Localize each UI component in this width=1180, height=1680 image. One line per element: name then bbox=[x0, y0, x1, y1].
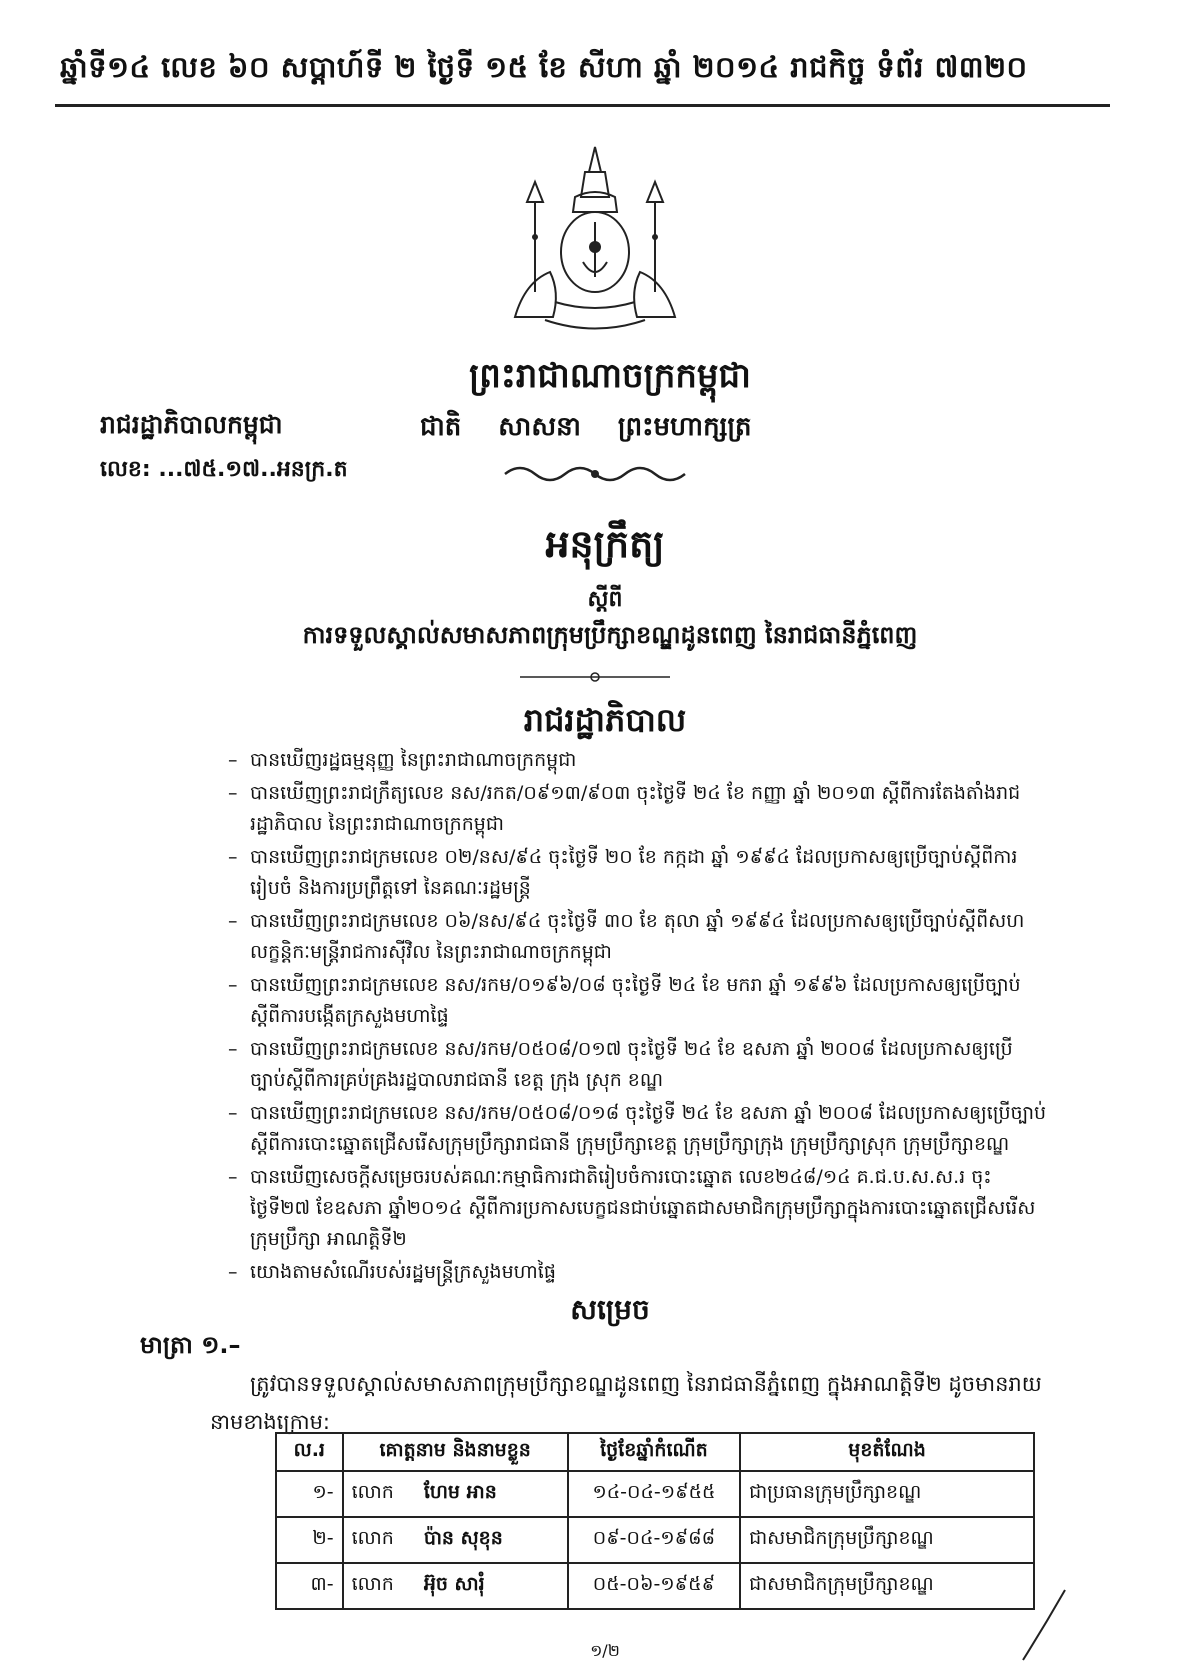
preamble-item: – បានឃើញព្រះរាជក្រមលេខ ០៦/នស/៩៤ ចុះថ្ងៃទី ៣០ ខែ តុលា ឆ្នាំ ១៩៩៤ ដែលប្រកាសឲ្យប្រើច្បាប់ស្តីពីសហលក្ខន្តិកៈមន្ត្រីរាជការស៊ីវិល នៃព្រះរាជាណាចក្រកម្ពុជា bbox=[228, 906, 1048, 968]
column-header-position: មុខតំណែង bbox=[740, 1433, 1034, 1471]
issuer-title: រាជរដ្ឋាភិបាល bbox=[523, 701, 687, 739]
issuer-government-name: រាជរដ្ឋាភិបាលកម្ពុជា bbox=[100, 410, 283, 439]
preamble-item: – បានឃើញព្រះរាជក្រឹត្យលេខ នស/រកត/០៩១៣/៩០៣ ចុះថ្ងៃទី ២៤ ខែ កញ្ញា ឆ្នាំ ២០១៣ ស្តីពីការតែងតាំងរាជរដ្ឋាភិបាល នៃព្រះរាជាណាចក្រកម្ពុជា bbox=[228, 778, 1048, 840]
reference-number: លេខ: ...៧៥.១៧..អនក្រ.ត bbox=[100, 457, 348, 482]
honorific: លោក bbox=[351, 1481, 394, 1503]
preamble-item: – បានឃើញព្រះរាជក្រមលេខ នស/រកម/០១៩៦/០៨ ចុះថ្ងៃទី ២៤ ខែ មករា ឆ្នាំ ១៩៩៦ ដែលប្រកាសឲ្យប្រើច្បាប់ស្តីពីការបង្កើតក្រសួងមហាផ្ទៃ bbox=[228, 970, 1048, 1032]
column-header-dob: ថ្ងៃខែឆ្នាំកំណើត bbox=[568, 1433, 740, 1471]
preamble-item: – យោងតាមសំណើរបស់រដ្ឋមន្ត្រីក្រសួងមហាផ្ទៃ bbox=[228, 1257, 1048, 1288]
gazette-header: ឆ្នាំទី១៤ លេខ ៦០ សប្តាហ៍ទី ២ ថ្ងៃទី ១៥ ខែ សីហា ឆ្នាំ ២០១៤ រាជកិច្ច ទំព័រ ៧៣២០ bbox=[60, 50, 1028, 84]
ornament-divider-icon bbox=[515, 670, 675, 684]
member-name: ហែម អាន bbox=[423, 1481, 497, 1503]
article-body: ត្រូវបានទទួលស្គាល់សមាសភាពក្រុមប្រឹក្សាខណ្ឌដូនពេញ នៃរាជធានីភ្នំពេញ ក្នុងអាណត្តិទី២ ដូចមានរាយនាមខាងក្រោម: bbox=[210, 1372, 1042, 1434]
member-dob: ០៥-០៦-១៩៥៩ bbox=[568, 1563, 740, 1609]
member-name: អ៊ុច សារុំ bbox=[423, 1573, 485, 1595]
pen-stroke-icon bbox=[1015, 1585, 1075, 1665]
table-header-row bbox=[276, 1433, 1034, 1471]
member-position: ជាប្រធានក្រុមប្រឹក្សាខណ្ឌ bbox=[740, 1471, 1034, 1517]
member-position: ជាសមាជិកក្រុមប្រឹក្សាខណ្ឌ bbox=[740, 1517, 1034, 1563]
members-table bbox=[275, 1432, 1035, 1610]
table-row bbox=[276, 1517, 1034, 1563]
honorific: លោក bbox=[351, 1527, 394, 1549]
page-number: ១/២ bbox=[590, 1641, 620, 1660]
preamble-item: – បានឃើញព្រះរាជក្រមលេខ នស/រកម/០៥០៨/០១៨ ចុះថ្ងៃទី ២៤ ខែ ឧសភា ឆ្នាំ ២០០៨ ដែលប្រកាសឲ្យប្រើច្បាប់ស្តីពីការបោះឆ្នោតជ្រើសរើសក្រុមប្រឹក្សារាជធានី ក្រុមប្រឹក្សាខេត្ត ក្រុមប្រឹក្សាក្រុង ក្រុមប្រឹក្សាស្រុក ក្រុមប្រឹក្សាខណ្ឌ bbox=[228, 1098, 1048, 1160]
member-position: ជាសមាជិកក្រុមប្រឹក្សាខណ្ឌ bbox=[740, 1563, 1034, 1609]
member-name-cell bbox=[343, 1517, 568, 1563]
document-type: អនុក្រឹត្យ bbox=[545, 522, 665, 566]
table-row bbox=[276, 1471, 1034, 1517]
member-name: ប៉ាន សុខុន bbox=[423, 1527, 503, 1549]
document-subject: ការទទួលស្គាល់សមាសភាពក្រុមប្រឹក្សាខណ្ឌដូនពេញ នៃរាជធានីភ្នំពេញ bbox=[302, 621, 918, 649]
preamble-list bbox=[228, 745, 1048, 1290]
royal-coat-of-arms-icon bbox=[505, 142, 685, 342]
header-rule bbox=[55, 104, 1110, 107]
column-header-name: គោត្តនាម និងនាមខ្លួន bbox=[343, 1433, 568, 1471]
member-name-cell bbox=[343, 1471, 568, 1517]
preamble-item: – បានឃើញព្រះរាជក្រមលេខ ០២/នស/៩៤ ចុះថ្ងៃទី ២០ ខែ កក្កដា ឆ្នាំ ១៩៩៤ ដែលប្រកាសឲ្យប្រើច្បាប់ស្តីពីការរៀបចំ និងការប្រព្រឹត្តទៅ នៃគណៈរដ្ឋមន្ត្រី bbox=[228, 842, 1048, 904]
national-motto: ជាតិ សាសនា ព្រះមហាក្សត្រ bbox=[420, 412, 752, 442]
row-number: ៣- bbox=[276, 1563, 343, 1609]
column-header-number: ល.រ bbox=[276, 1433, 343, 1471]
row-number: ១- bbox=[276, 1471, 343, 1517]
table-row bbox=[276, 1563, 1034, 1609]
member-name-cell bbox=[343, 1563, 568, 1609]
preamble-item: – បានឃើញសេចក្តីសម្រេចរបស់គណៈកម្មាធិការជាតិរៀបចំការបោះឆ្នោត លេខ២៤៨/១៤ គ.ជ.ប.ស.ស.រ ចុះថ្ងៃទី២៧ ខែឧសភា ឆ្នាំ២០១៤ ស្តីពីការប្រកាសបេក្ខជនជាប់ឆ្នោតជាសមាជិកក្រុមប្រឹក្សាក្នុងការបោះឆ្នោតជ្រើសរើសក្រុមប្រឹក្សា អាណត្តិទី២ bbox=[228, 1162, 1048, 1255]
document-about-label: ស្តីពី bbox=[587, 587, 623, 612]
member-dob: ០៩-០៤-១៩៨៨ bbox=[568, 1517, 740, 1563]
kingdom-title: ព្រះរាជាណាចក្រកម្ពុជា bbox=[469, 356, 751, 396]
ornament-divider-icon bbox=[500, 460, 690, 484]
decision-title: សម្រេច bbox=[570, 1293, 650, 1326]
member-dob: ១៤-០៤-១៩៥៥ bbox=[568, 1471, 740, 1517]
preamble-item: – បានឃើញរដ្ឋធម្មនុញ្ញ នៃព្រះរាជាណាចក្រកម្ពុជា bbox=[228, 745, 1048, 776]
preamble-item: – បានឃើញព្រះរាជក្រមលេខ នស/រកម/០៥០៨/០១៧ ចុះថ្ងៃទី ២៤ ខែ ឧសភា ឆ្នាំ ២០០៨ ដែលប្រកាសឲ្យប្រើច្បាប់ស្តីពីការគ្រប់គ្រងរដ្ឋបាលរាជធានី ខេត្ត ក្រុង ស្រុក ខណ្ឌ bbox=[228, 1034, 1048, 1096]
row-number: ២- bbox=[276, 1517, 343, 1563]
article-heading: មាត្រា ១.– bbox=[140, 1331, 241, 1359]
honorific: លោក bbox=[351, 1573, 394, 1595]
